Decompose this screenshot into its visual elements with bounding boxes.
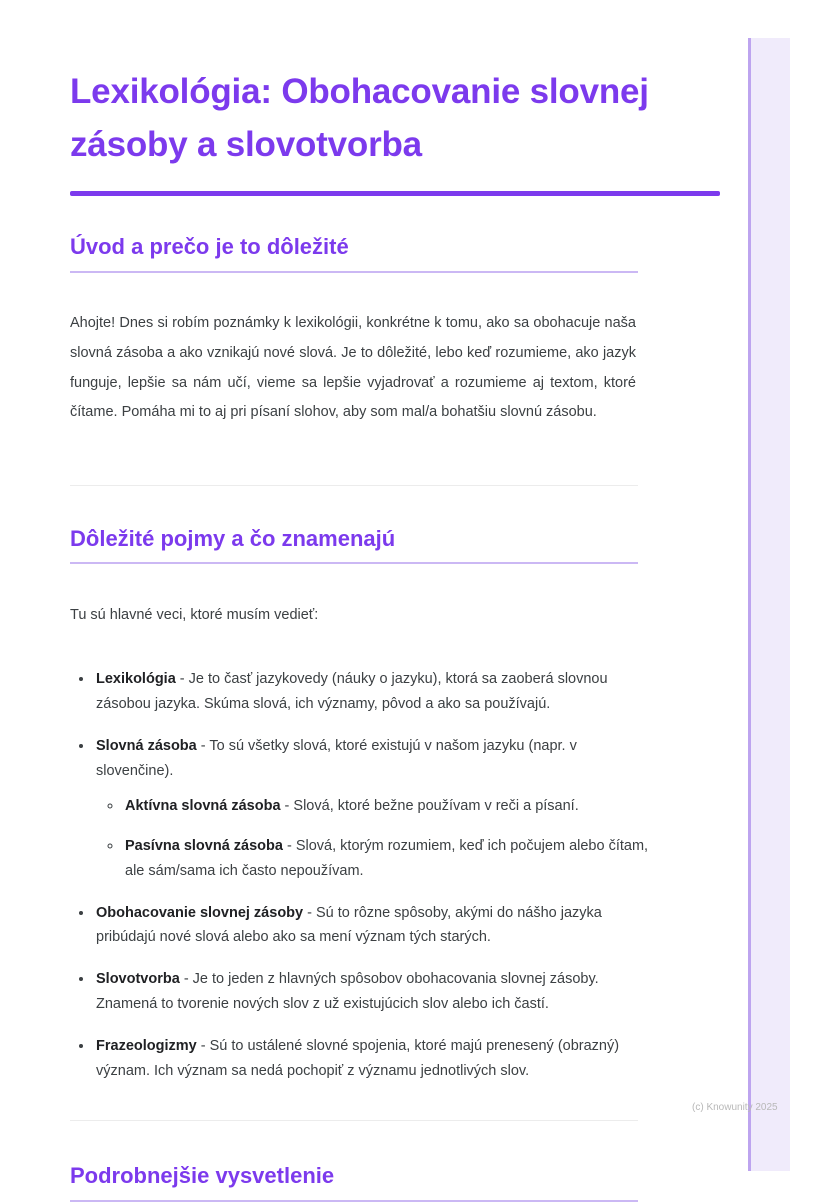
term-label: Lexikológia [96, 670, 176, 687]
term-description: - Slová, ktoré bežne používam v reči a písaní. [280, 797, 579, 814]
term-description: - Je to časť jazykovedy (náuky o jazyku), ktorá sa zaoberá slovnou zásobou jazyka. Skúma slová, ich významy, pôvod a ako sa používajú. [96, 670, 608, 712]
term-description: - To sú všetky slová, ktoré existujú v našom jazyku (napr. v slovenčine). [96, 737, 577, 779]
list-item [94, 667, 656, 717]
list-item [94, 967, 656, 1017]
list-item [94, 1034, 656, 1084]
term-description: - Sú to ustálené slovné spojenia, ktoré majú prenesený (obrazný) význam. Ich význam sa nedá pochopiť z významu jednotlivých slov. [96, 1038, 620, 1080]
section-podrobnejsie [70, 1161, 720, 1202]
term-description: - Je to jeden z hlavných spôsobov obohacovania slovnej zásoby. Znamená to tvorenie nových slov z už existujúcich slov alebo ich častí. [96, 971, 599, 1013]
section-heading-pojmy: Dôležité pojmy a čo znamenajú [70, 525, 396, 551]
term-label: Slovná zásoba [96, 737, 197, 754]
section-heading-podrobnejsie: Podrobnejšie vysvetlenie [70, 1163, 335, 1189]
footer-watermark: (c) Knowunity 2025 [692, 1102, 778, 1113]
term-label: Slovotvorba [96, 971, 180, 988]
term-description: - Sú to rôzne spôsoby, akými do nášho jazyka pribúdajú nové slová alebo ako sa mení význam tých starých. [96, 904, 602, 946]
section-pojmy [70, 524, 720, 1085]
sub-terms-list [96, 794, 656, 884]
term-label: Aktívna slovná zásoba [125, 797, 281, 814]
terms-list [70, 667, 720, 1084]
page-title: Lexikológia: Obohacovanie slovnej zásoby a slovotvorba [70, 72, 649, 164]
intro-paragraph: Ahojte! Dnes si robím poznámky k lexikológii, konkrétne k tomu, ako sa obohacuje naša slovná zásoba a ako vznikajú nové slová. Je to dôležité, lebo keď rozumieme, ako jazyk funguje, lepšie sa nám učí, vieme sa lepšie vyjadrovať a rozumieme aj textom, ktoré čítame. Pomáha mi to aj pri písaní slohov, aby som mal/a bohatšiu slovnú zásobu. [70, 315, 636, 421]
list-item [123, 834, 656, 884]
list-item [123, 794, 656, 819]
term-description: - Slová, ktorým rozumiem, keď ich počujem alebo čítam, ale sám/sama ich často nepoužívam. [125, 837, 649, 879]
section-uvod [70, 232, 720, 428]
terms-lead-text: Tu sú hlavné veci, ktoré musím vedieť: [70, 606, 319, 623]
term-label: Obohacovanie slovnej zásoby [96, 904, 304, 921]
term-label: Frazeologizmy [96, 1038, 197, 1055]
term-label: Pasívna slovná zásoba [125, 837, 283, 854]
section-heading-uvod: Úvod a prečo je to dôležité [70, 234, 349, 259]
list-item [94, 901, 656, 951]
list-item [94, 734, 656, 884]
